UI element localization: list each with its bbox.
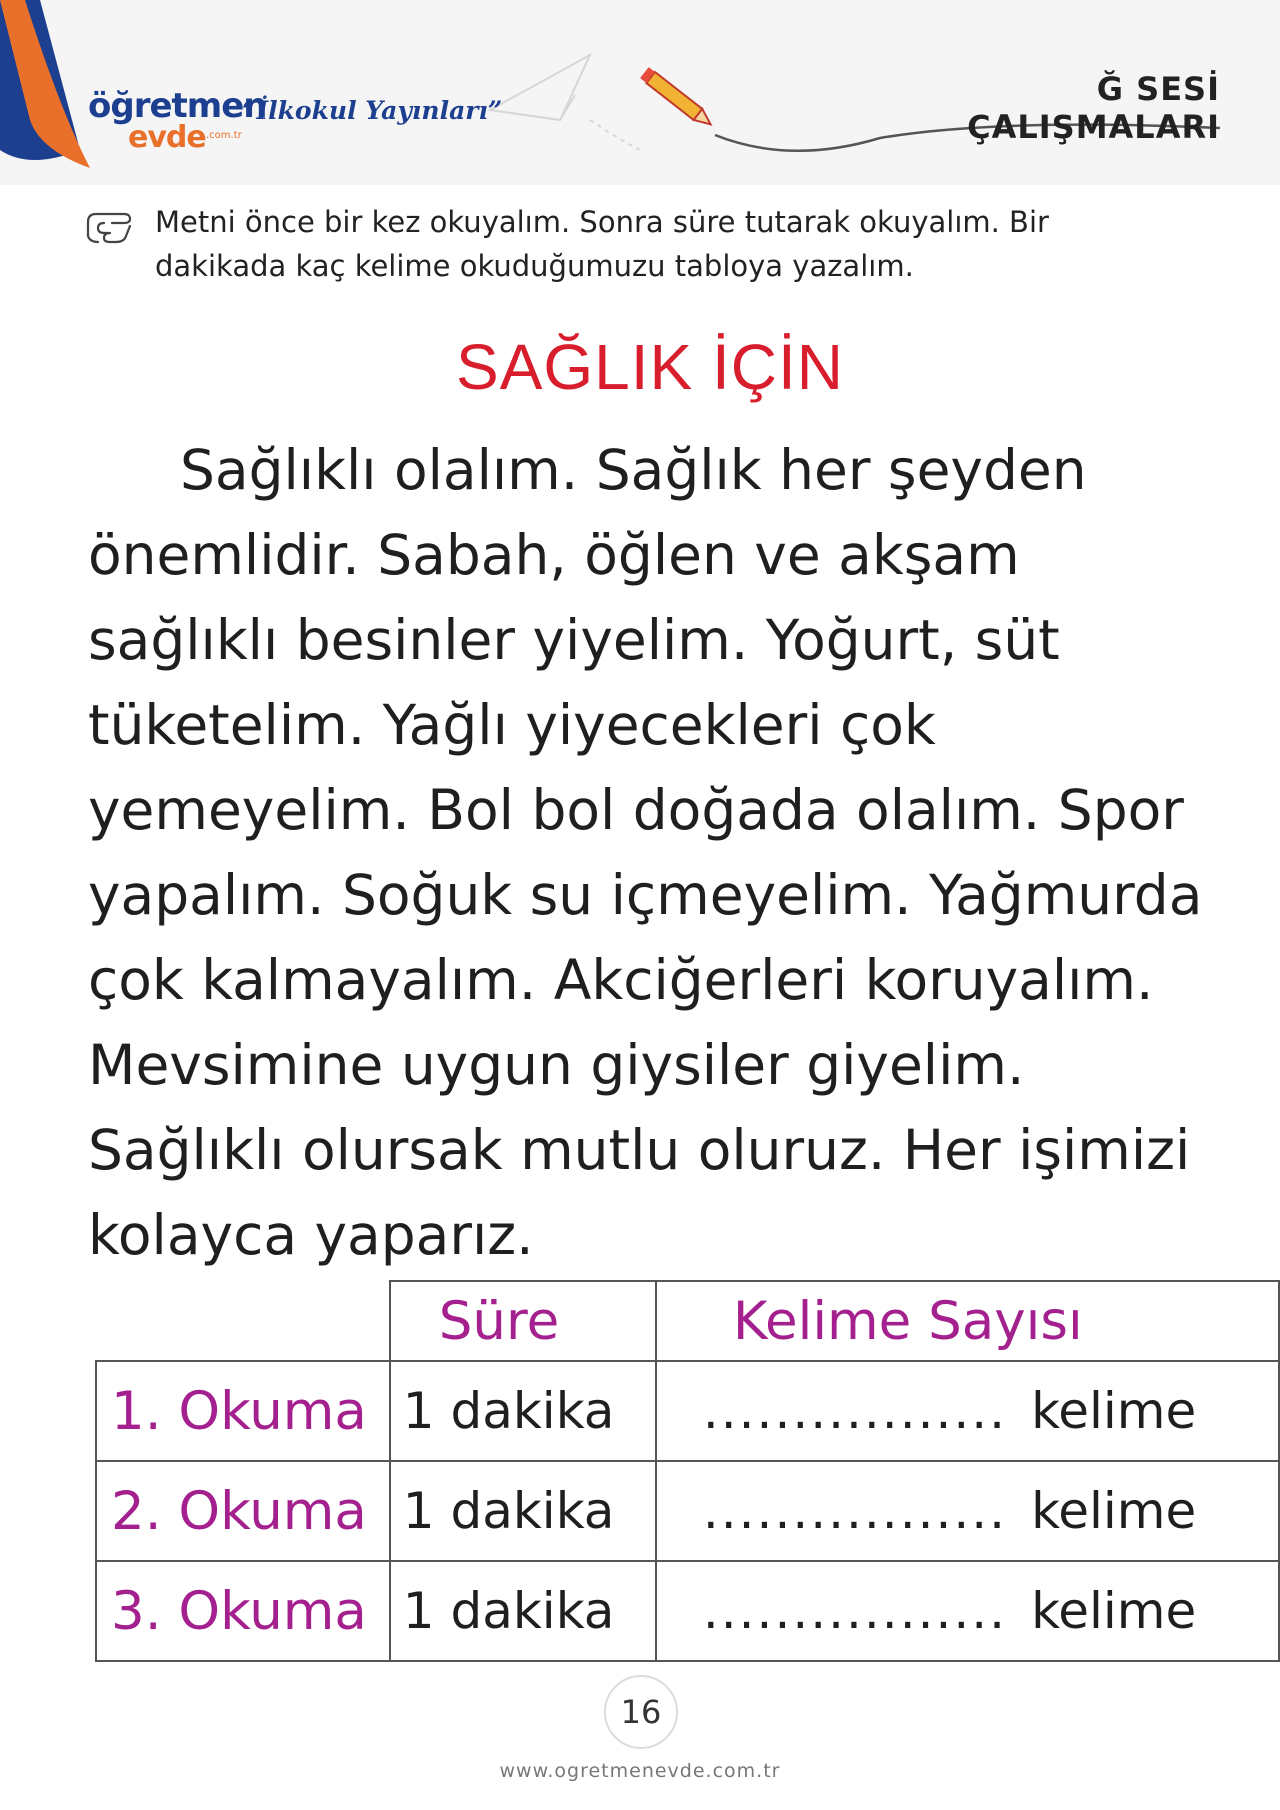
pointing-hand-icon — [84, 200, 140, 248]
logo-word-ogretmen: öğretmen — [88, 86, 267, 126]
table-empty-corner — [96, 1281, 390, 1361]
word-unit: kelime — [1031, 1582, 1197, 1640]
header-word-count: Kelime Sayısı — [656, 1281, 1279, 1361]
row-word-count[interactable] — [656, 1561, 1279, 1661]
header-band — [0, 0, 1280, 185]
word-unit: kelime — [1031, 1482, 1197, 1540]
header-duration: Süre — [390, 1281, 656, 1361]
header-title: Ğ SESİ ÇALIŞMALARI — [967, 70, 1220, 146]
reading-table — [95, 1280, 1280, 1662]
row-label: 2. Okuma — [96, 1461, 390, 1561]
row-label: 3. Okuma — [96, 1561, 390, 1661]
page-number: 16 — [604, 1675, 678, 1749]
word-count-blank[interactable]: ................. — [702, 1582, 1008, 1640]
logo-word-evde: evde — [128, 120, 206, 155]
paper-plane-icon — [490, 55, 590, 120]
word-unit: kelime — [1031, 1382, 1197, 1440]
logo-domain: .com.tr — [206, 130, 242, 141]
logo — [88, 78, 267, 158]
story-text: Sağlıklı olalım. Sağlık her şeyden önemlidir. Sabah, öğlen ve akşam sağlıklı besinler yiyelim. Yoğurt, süt tüketelim. Yağlı yiyecekleri çok yemeyelim. Bol bol doğada olalım. Spor yapalım. Soğuk su içmeyelim. Yağmurda çok kalmayalım. Akciğerleri koruyalım. Mevsimine uygun giysiler giyelim. Sağlıklı olursak mutlu oluruz. Her işimizi kolayca yaparız. — [88, 438, 1203, 1267]
table-row — [96, 1461, 1279, 1561]
row-duration: 1 dakika — [390, 1361, 656, 1461]
word-count-blank[interactable]: ................. — [702, 1482, 1008, 1540]
row-duration: 1 dakika — [390, 1561, 656, 1661]
website-url[interactable]: www.ogretmenevde.com.tr — [499, 1760, 781, 1782]
word-count-blank[interactable]: ................. — [702, 1382, 1008, 1440]
row-word-count[interactable] — [656, 1361, 1279, 1461]
row-label: 1. Okuma — [96, 1361, 390, 1461]
row-word-count[interactable] — [656, 1461, 1279, 1561]
pencil-icon — [640, 67, 715, 130]
row-duration: 1 dakika — [390, 1461, 656, 1561]
story-title: SAĞLIK İÇİN — [456, 331, 844, 403]
table-header-row — [96, 1281, 1279, 1361]
publisher-name: “İlkokul Yayınları” — [242, 96, 503, 125]
table-row — [96, 1561, 1279, 1661]
instruction-text: Metni önce bir kez okuyalım. Sonra süre tutarak okuyalım. Bir dakikada kaç kelime okuduğumuzu tabloya yazalım. — [155, 205, 1049, 283]
table-row — [96, 1361, 1279, 1461]
